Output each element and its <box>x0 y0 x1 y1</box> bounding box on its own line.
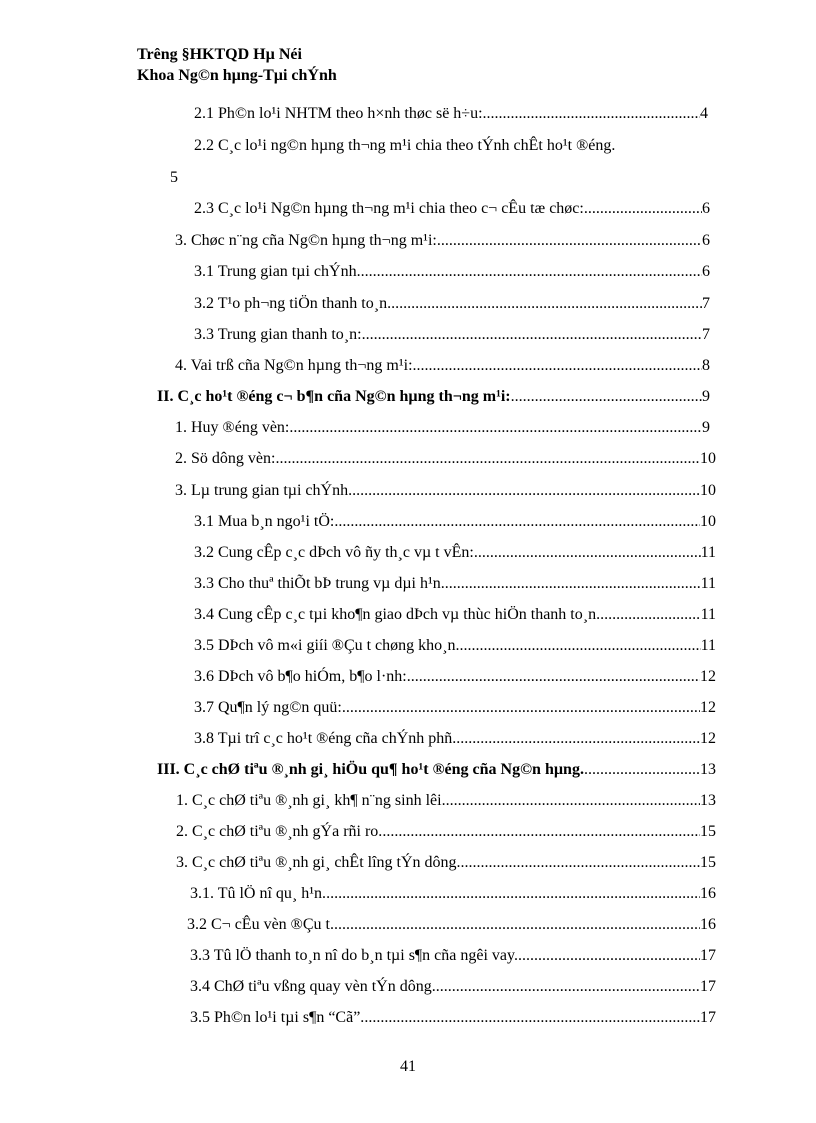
toc-entry-title: 3. C¸c chØ tiªu ®¸nh gi¸ chÊt lîng tÝn dông. <box>176 854 461 871</box>
toc-leader-dots <box>474 543 701 563</box>
toc-entry-title: 3.2 C¬ cÊu vèn ®Çu t. <box>187 916 334 933</box>
toc-entry-title: 3.3 Cho thuª thiÕt bÞ trung vµ dµi h¹n. <box>194 575 445 592</box>
toc-entry-page: 4 <box>700 105 708 122</box>
toc-entry[interactable] <box>194 512 716 532</box>
toc-leader-dots <box>446 791 700 811</box>
toc-leader-dots <box>334 915 700 935</box>
toc-entry-title: 2.2 C¸c lo¹i ng©n hµng th¬ng m¹i chia theo tÝnh chÊt ho¹t ®éng. <box>194 137 616 154</box>
toc-entry-title: 1. C¸c chØ tiªu ®¸nh gi¸ kh¶ n¨ng sinh lêi. <box>176 792 446 809</box>
toc-entry-page: 7 <box>702 295 710 312</box>
toc-entry[interactable] <box>190 977 716 997</box>
toc-entry-page: 16 <box>700 885 716 902</box>
toc-entry[interactable] <box>176 822 716 842</box>
toc-entry-page: 11 <box>700 544 716 561</box>
header-university: Trêng §HKTQD Hµ Néi <box>137 46 302 63</box>
toc-entry-page: 11 <box>700 606 716 623</box>
toc-entry-page: 6 <box>702 200 710 217</box>
toc-entry-title: 3. Chøc n¨ng cña Ng©n hµng th¬ng m¹i: <box>175 232 437 249</box>
toc-entry-title: 3.7 Qu¶n lý ng©n quü: <box>194 699 342 716</box>
toc-entry-page: 10 <box>700 513 716 530</box>
toc-entry-page: 13 <box>700 792 716 809</box>
toc-leader-dots <box>407 667 700 687</box>
toc-entry-title: II. C¸c ho¹t ®éng c¬ b¶n cña Ng©n hµng th¬ng m¹i: <box>157 388 511 405</box>
toc-entry-page: 6 <box>702 263 710 280</box>
toc-entry-page: 16 <box>700 916 716 933</box>
toc-entry-title: 2.1 Ph©n lo¹i NHTM theo h×nh thøc së h÷u: <box>194 105 483 122</box>
toc-entry-page: 11 <box>700 575 716 592</box>
toc-entry[interactable] <box>194 574 716 594</box>
toc-entry[interactable] <box>187 915 716 935</box>
toc-entry[interactable] <box>176 853 716 873</box>
toc-leader-dots <box>436 977 700 997</box>
toc-entry-title: 3.1 Mua b¸n ngo¹i tÖ: <box>194 513 335 530</box>
page-number: 41 <box>400 1058 416 1075</box>
toc-entry-title: 3.8 Tµi trî c¸c ho¹t ®éng cña chÝnh phñ <box>194 730 453 747</box>
toc-entry-title: 1. Huy ®éng vèn: <box>175 419 290 436</box>
toc-entry[interactable] <box>190 946 716 966</box>
toc-section-heading[interactable] <box>157 760 716 780</box>
toc-leader-dots <box>382 822 700 842</box>
toc-entry[interactable] <box>194 262 710 282</box>
toc-entry-title: 2.3 C¸c lo¹i Ng©n hµng th¬ng m¹i chia theo c¬ cÊu tæ chøc: <box>194 200 584 217</box>
toc-entry[interactable] <box>190 884 716 904</box>
toc-leader-dots <box>326 884 700 904</box>
toc-entry-page: 15 <box>700 823 716 840</box>
toc-entry[interactable] <box>194 199 710 219</box>
toc-leader-dots <box>600 605 701 625</box>
toc-entry[interactable] <box>176 791 716 811</box>
toc-entry[interactable] <box>175 418 710 438</box>
toc-entry-page: 12 <box>700 730 716 747</box>
toc-entry-title: 3.3 Tû lÖ thanh to¸n nî do b¸n tµi s¶n cña ngêi vay. <box>190 947 518 964</box>
toc-entry-title: 3.2 T¹o ph¬ng tiÖn thanh to¸n <box>194 295 388 312</box>
toc-entry[interactable] <box>194 543 716 563</box>
toc-entry-page: 17 <box>700 1009 716 1026</box>
toc-entry-page: 8 <box>702 357 710 374</box>
toc-entry-continuation <box>170 168 178 188</box>
toc-leader-dots <box>364 1008 700 1028</box>
toc-leader-dots <box>348 481 700 501</box>
toc-entry-page: 6 <box>702 232 710 249</box>
toc-entry[interactable] <box>194 729 716 749</box>
toc-entry-page: 12 <box>700 699 716 716</box>
toc-entry[interactable] <box>175 481 716 501</box>
toc-entry-title: 3. Lµ trung gian tµi chÝnh <box>175 482 349 499</box>
toc-entry[interactable] <box>194 636 716 656</box>
toc-leader-dots <box>455 636 700 656</box>
toc-leader-dots <box>584 199 702 219</box>
toc-entry[interactable] <box>194 698 716 718</box>
toc-entry-title: 2. Sö dông vèn: <box>175 450 276 467</box>
toc-leader-dots <box>334 512 700 532</box>
toc-leader-dots <box>518 946 700 966</box>
toc-leader-dots <box>584 760 700 780</box>
toc-entry-page: 15 <box>700 854 716 871</box>
toc-entry[interactable] <box>194 325 710 345</box>
toc-entry-title: 3.1 Trung gian tµi chÝnh. <box>194 263 361 280</box>
toc-entry-page: 9 <box>702 419 710 436</box>
toc-entry[interactable] <box>194 136 615 156</box>
toc-entry-title: 3.1. Tû lÖ nî qu¸ h¹n. <box>190 885 327 902</box>
toc-entry-page: 10 <box>700 450 716 467</box>
toc-leader-dots <box>387 294 702 314</box>
toc-entry-page: 9 <box>702 388 710 405</box>
header-faculty: Khoa Ng©n hµng-Tµi chÝnh <box>137 67 337 84</box>
toc-entry[interactable] <box>175 356 710 376</box>
toc-leader-dots <box>362 325 702 345</box>
toc-entry-title: 3.4 ChØ tiªu vßng quay vèn tÝn dông. <box>190 978 436 995</box>
toc-leader-dots <box>413 356 702 376</box>
toc-entry[interactable] <box>175 449 716 469</box>
toc-section-heading[interactable] <box>157 387 710 407</box>
toc-entry-title: 3.5 DÞch vô m«i giíi ®Çu t chøng kho¸n <box>194 637 456 654</box>
toc-entry[interactable] <box>194 104 708 124</box>
toc-leader-dots <box>452 729 700 749</box>
toc-leader-dots <box>342 698 700 718</box>
toc-entry[interactable] <box>190 1008 716 1028</box>
toc-entry-title: 4. Vai trß cña Ng©n hµng th¬ng m¹i: <box>175 357 413 374</box>
toc-leader-dots <box>275 449 700 469</box>
toc-leader-dots <box>361 262 702 282</box>
toc-entry-title: 3.6 DÞch vô b¶o hiÓm, b¶o l·nh: <box>194 668 407 685</box>
page-header <box>137 44 337 86</box>
toc-leader-dots <box>483 104 700 124</box>
toc-entry-title: 3.2 Cung cÊp c¸c dÞch vô ñy th¸c vµ t vÊn: <box>194 544 474 561</box>
toc-entry-page: 10 <box>700 482 716 499</box>
toc-entry-page: 12 <box>700 668 716 685</box>
toc-entry-page: 17 <box>700 978 716 995</box>
toc-entry-page: 5 <box>170 169 178 186</box>
toc-entry-page: 17 <box>700 947 716 964</box>
toc-leader-dots <box>437 231 702 251</box>
toc-entry-title: 3.5 Ph©n lo¹i tµi s¶n “Cã”. <box>190 1009 365 1026</box>
toc-leader-dots <box>445 574 701 594</box>
toc-entry-title: 2. C¸c chØ tiªu ®¸nh gÝa rñi ro. <box>176 823 383 840</box>
toc-leader-dots <box>289 418 702 438</box>
toc-entry-page: 7 <box>702 326 710 343</box>
toc-entry[interactable] <box>194 667 716 687</box>
toc-entry[interactable] <box>194 294 710 314</box>
toc-entry-title: 3.4 Cung cÊp c¸c tµi kho¶n giao dÞch vµ thùc hiÖn thanh to¸n. <box>194 606 601 623</box>
toc-entry-page: 13 <box>700 761 716 778</box>
toc-leader-dots <box>461 853 700 873</box>
toc-leader-dots <box>511 387 702 407</box>
toc-entry[interactable] <box>175 231 710 251</box>
toc-entry-title: III. C¸c chØ tiªu ®¸nh gi¸ hiÖu qu¶ ho¹t ®éng cña Ng©n hµng. <box>157 761 584 778</box>
toc-entry-page: 11 <box>700 637 716 654</box>
toc-entry[interactable] <box>194 605 716 625</box>
toc-entry-title: 3.3 Trung gian thanh to¸n: <box>194 326 362 343</box>
